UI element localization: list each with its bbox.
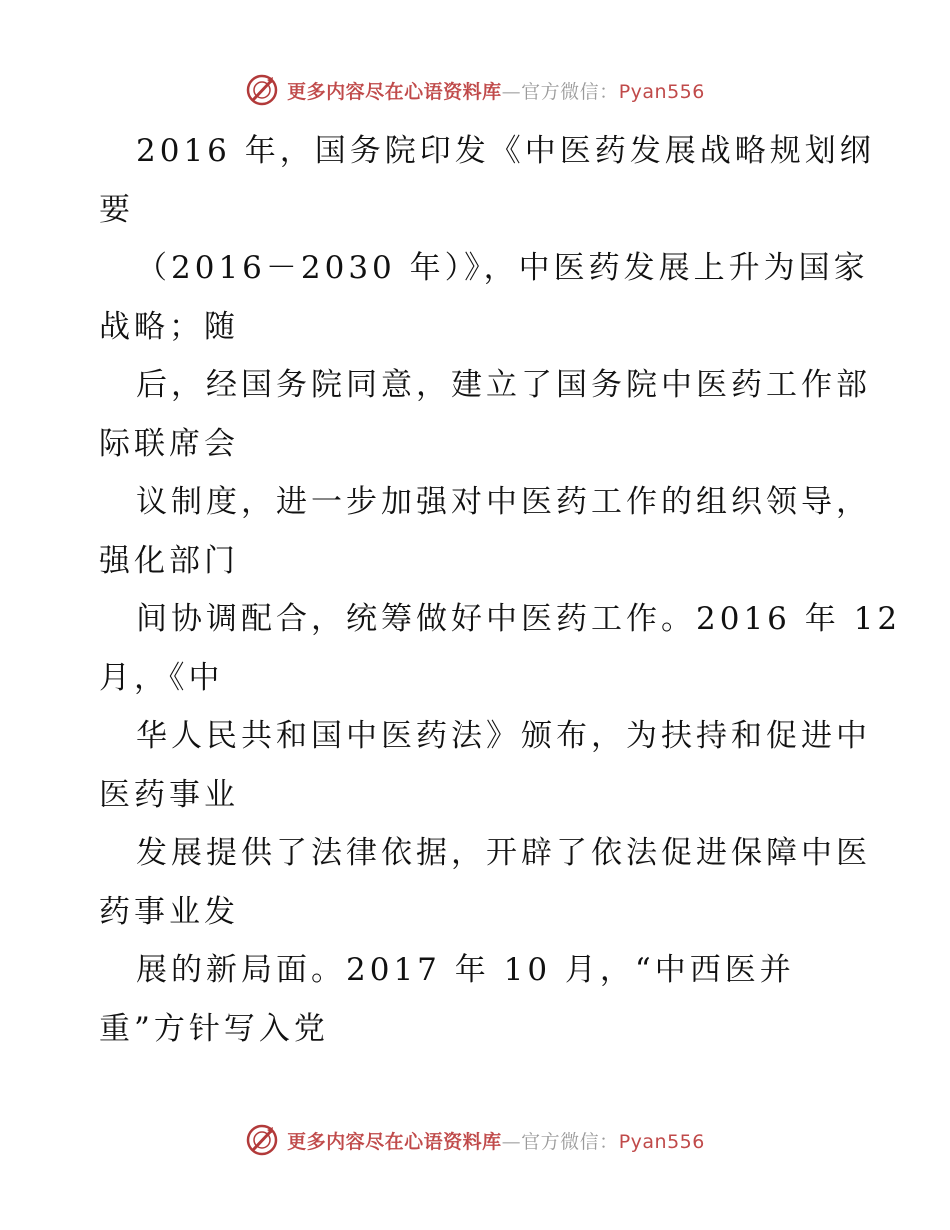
banner-wechat-account: Pyan556 xyxy=(618,80,705,103)
banner-site-name: 更多内容尽在心语资料库 xyxy=(287,1130,502,1153)
banner-text xyxy=(287,1127,705,1154)
text-line: 月，《中 xyxy=(99,659,224,696)
page-header-banner xyxy=(0,70,950,110)
text-line: 战略；随 xyxy=(99,308,239,345)
banner-text xyxy=(287,77,705,104)
banner-wechat-label: 官方微信： xyxy=(521,80,619,103)
text-line: 间协调配合，统筹做好中医药工作。2016 年 12 xyxy=(136,601,902,637)
banner-wechat-account: Pyan556 xyxy=(618,1130,705,1153)
banner-site-name: 更多内容尽在心语资料库 xyxy=(287,80,502,103)
text-line: 2016 年，国务院印发《中医药发展战略规划纲 xyxy=(136,133,875,169)
text-line: 发展提供了法律依据，开辟了依法促进保障中医 xyxy=(136,835,871,871)
text-line: 议制度，进一步加强对中医药工作的组织领导， xyxy=(136,484,871,520)
banner-wechat-label: 官方微信： xyxy=(521,1130,619,1153)
text-line: 要 xyxy=(99,191,134,228)
text-line: 际联席会 xyxy=(99,425,239,462)
text-line: 华人民共和国中医药法》颁布，为扶持和促进中 xyxy=(136,718,871,754)
seal-logo-icon xyxy=(245,1123,279,1157)
document-body xyxy=(99,122,902,1058)
text-line: 重”方针写入党 xyxy=(99,1010,329,1047)
seal-logo-icon xyxy=(245,73,279,107)
text-line: （2016－2030 年）》，中医药发展上升为国家 xyxy=(136,250,869,286)
text-line: 后，经国务院同意，建立了国务院中医药工作部 xyxy=(136,367,871,403)
text-line: 展的新局面。2017 年 10 月，“中西医并 xyxy=(136,952,795,988)
banner-separator: — xyxy=(501,1130,522,1153)
text-line: 医药事业 xyxy=(99,776,239,813)
banner-separator: — xyxy=(501,80,522,103)
text-line: 药事业发 xyxy=(99,893,239,930)
text-line: 强化部门 xyxy=(99,542,239,579)
page-footer-banner xyxy=(0,1120,950,1160)
